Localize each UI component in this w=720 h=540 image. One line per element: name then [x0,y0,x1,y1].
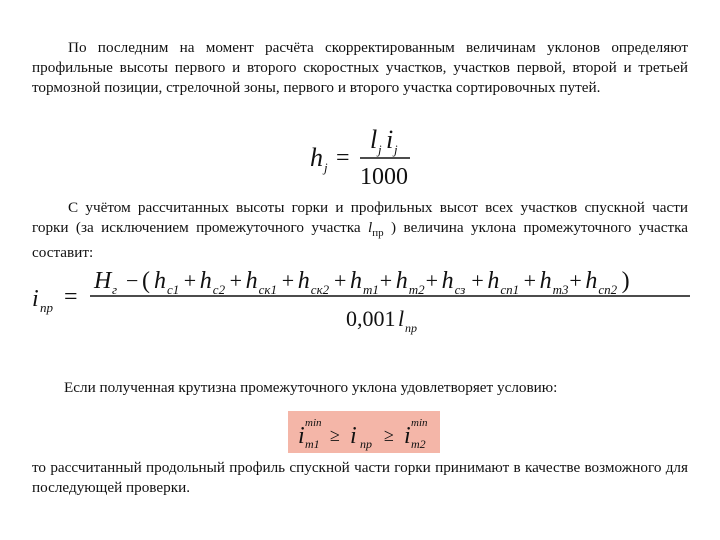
formula2-h-term: h [154,268,166,294]
formula1-lhs: h [310,143,323,172]
formula2-h-sub: т3 [552,282,569,297]
formula2-lhs-sub: пр [40,300,53,315]
formula2-h-sub: сз [454,282,466,297]
formula1-num-l: l [370,125,378,154]
formula2-minus: − [126,268,139,293]
paragraph-4 [32,458,688,498]
formula2-H: H [94,268,112,294]
paragraph-2 [32,198,688,263]
formula2-plus: + [523,268,537,293]
paragraph-2-text-end: ) величина уклона промежуточного участка составит: [32,219,688,261]
formula2-den-sub: пр [405,321,417,335]
formula3-ge1: ≥ [330,425,340,445]
formula2-plus: + [229,268,243,293]
formula2-lhs: i [32,286,39,312]
formula2-h-term: h [395,268,408,294]
formula2-plus: + [569,268,582,293]
formula2-plus: + [334,268,347,293]
formula3-sup1: min [305,417,322,429]
paragraph-1-text: По последним на момент расчёта скорректированным величинам уклонов определяют профильные высоты первого и второго скоростных участков, участков первой, второй и третьей тормозной позиции, стрелочной зоны, первого и второго участка сортировочных путей. [32,39,688,96]
formula2-h-sub: сп2 [598,282,618,297]
formula1-eq: = [336,145,350,171]
formula-slope [28,266,696,338]
formula3-sub-mid: пр [360,437,372,451]
formula2-h-term: h [297,268,310,294]
formula2-den-coef: 0,001 [346,306,396,331]
paragraph-2-text-start: С учётом рассчитанных высоты горки и профильных высот всех участков спускной части горки (за исключением промежуточного участка [32,199,688,236]
formula2-plus: + [183,268,197,293]
formula2-h-sub: т1 [363,282,379,297]
formula2-h-term: h [585,268,598,294]
formula3-i-mid: i [350,423,357,449]
formula1-lhs-sub: j [324,160,328,175]
formula2-plus: + [425,268,439,293]
paragraph-3 [64,378,684,398]
formula1-num-l-sub: j [378,142,382,157]
formula2-plus: + [379,268,393,293]
paragraph-2-l-symbol: l [368,219,373,236]
formula2-h-sub: ск2 [310,282,330,297]
formula1-num-i-sub: j [394,142,398,157]
formula2-open-paren: ( [142,268,150,294]
formula3-i2: i [404,423,411,449]
formula2-H-sub: г [112,282,118,297]
formula2-h-term: h [350,268,362,294]
formula2-h-sub: ск1 [258,282,277,297]
formula2-h-term: h [245,268,258,294]
formula3-i1: i [298,423,305,449]
formula2-h-sub: с2 [212,282,226,297]
formula2-h-term: h [441,268,454,294]
formula2-h-term: h [487,268,500,294]
formula2-den-l: l [398,306,405,331]
formula1-den: 1000 [360,164,408,188]
formula3-sub1: т1 [305,437,320,451]
formula2-plus: + [471,268,484,293]
formula2-h-sub: сп1 [500,282,520,297]
formula2-eq: = [64,284,78,310]
paragraph-1 [32,38,688,98]
paragraph-2-l-sub: пр [372,227,384,239]
paragraph-4-text: то рассчитанный продольный профиль спускной части горки принимают в качестве возможного для последующей проверки. [32,459,688,496]
formula2-h-term: h [539,268,552,294]
formula2-plus: + [281,268,295,293]
formula-condition [288,411,440,453]
formula-height [306,124,416,188]
paragraph-3-text: Если полученная крутизна промежуточного уклона удовлетворяет условию: [64,379,558,396]
formula1-num-i: i [386,125,394,154]
formula2-h-term: h [199,268,212,294]
formula2-h-sub: с1 [167,282,180,297]
formula3-ge2: ≥ [384,425,394,445]
formula2-close-paren: ) [621,268,630,294]
formula3-sub2: т2 [411,437,426,451]
formula2-numerator [93,268,630,297]
formula2-h-sub: т2 [408,282,425,297]
formula3-sup2: min [411,417,428,429]
